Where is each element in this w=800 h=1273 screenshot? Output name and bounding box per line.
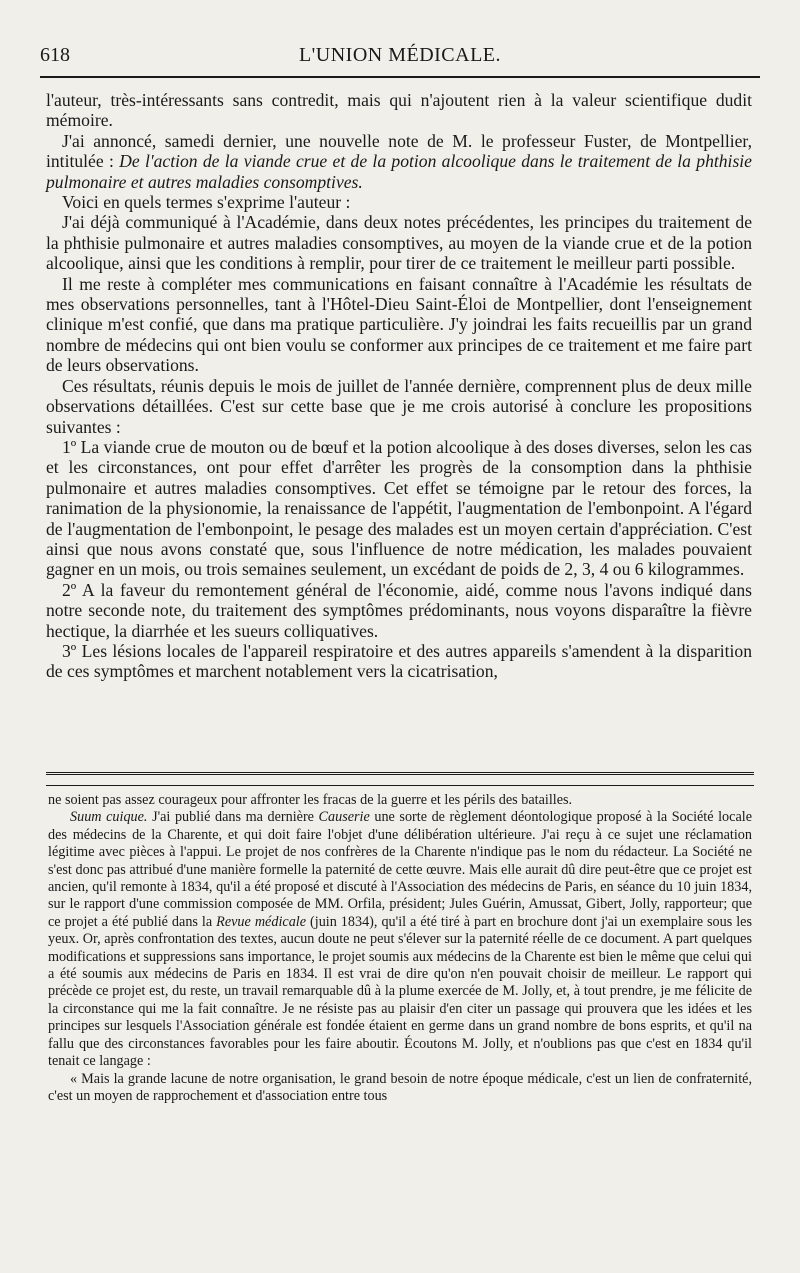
paragraph bbox=[46, 131, 752, 192]
paragraph-text: une sorte de règlement déontologique proposé à la Société locale des médecins de la Charente, et qui doit faire l'objet d'une délibération ultérieure. J'ai reçu à ce sujet une réclamation légitime avec pièces à l'appui. Le projet de nos confrères de la Charente n'indique pas le nom du rédacteur. La Société ne s'est donc pas attribué d'une manière formelle la paternité de cette œuvre. Mais elle aurait dû dire peut-être que ce projet est ancien, qu'il remonte à 1834, qu'il a été proposé et discuté à l'Association des médecins de Paris, en séance du 10 juin 1834, sur le rapport d'une commission composée de MM. Orfila, président; Jules Guérin, Amussat, Gibert, Jolly, rapporteur; que ce projet a été publié dans la bbox=[48, 809, 752, 930]
paragraph: Voici en quels termes s'exprime l'auteur : bbox=[62, 192, 351, 213]
paragraph: 1º La viande crue de mouton ou de bœuf et la potion alcoolique à des doses diverses, selon les cas et les circonstances, ont pour effet d'arrêter les progrès de la consomption dans la phthisie pulmonaire et autres maladies consomptives. Cet effet se témoigne par le retour des forces, la ranimation de la physionomie, la renaissance de l'appétit, l'augmentation de l'embonpoint. A l'égard de l'augmentation de l'embonpoint, le pesage des malades est un moyen certain d'appréciation. C'est ainsi que nous avons constaté que, sous l'influence de notre médication, les malades pouvaient gagner en un mois, ou trois semaines seulement, un excédant de poids de 2, 3, 4 ou 6 kilogrammes. bbox=[46, 436, 752, 580]
paragraph: « Mais la grande lacune de notre organisation, le grand besoin de notre époque médicale, c'est un lien de confraternité, c'est un moyen de rapprochement et d'association entre tous bbox=[48, 1070, 752, 1104]
paragraph: 3º Les lésions locales de l'appareil respiratoire et des autres appareils s'amendent à la disparition de ces symptômes et marchent notablement vers la cicatrisation, bbox=[46, 640, 752, 682]
running-title: L'UNION MÉDICALE. bbox=[298, 44, 502, 66]
page-number: 618 bbox=[40, 44, 70, 66]
paragraph: J'ai déjà communiqué à l'Académie, dans deux notes précédentes, les principes du traitement de la phthisie pulmonaire et autres maladies consomptives, au moyen de la viande crue et de la potion alcoolique, ainsi que les conditions à remplir, pour tirer de ce traitement le meilleur parti possible. bbox=[46, 212, 752, 274]
paragraph: Il me reste à compléter mes communications en faisant connaître à l'Académie les résultats de mes observations personnelles, tant à l'Hôtel-Dieu Saint-Éloi de Montpellier, dont l'enseignement clinique m'est confié, que dans ma pratique particulière. J'y joindrai les faits recueillis par un grand nombre de médecins qui ont bien voulu se conformer aux principes de ce traitement et me faire part de leurs observations. bbox=[46, 273, 752, 376]
revue-ref: Revue médicale bbox=[216, 913, 307, 930]
paragraph-text: J'ai publié dans ma dernière bbox=[147, 809, 319, 826]
paragraph: Ces résultats, réunis depuis le mois de juillet de l'année dernière, comprennent plus de deux mille observations détaillées. C'est sur cette base que je me crois autorisé à conclure les propositions suivantes : bbox=[46, 375, 752, 437]
paragraph: l'auteur, très-intéressants sans contredit, mais qui n'ajoutent rien à la valeur scientifique dudit mémoire. bbox=[46, 90, 752, 131]
paragraph: 2º A la faveur du remontement général de l'économie, aidé, comme nous l'avons indiqué dans notre seconde note, du traitement des symptômes prédominants, nous voyons disparaître la fièvre hectique, la diarrhée et les sueurs colliquatives. bbox=[46, 579, 752, 641]
causerie-ref: Causerie bbox=[318, 809, 370, 826]
page-header bbox=[40, 44, 760, 74]
paragraph-text: (juin 1834), qu'il a été tiré à part en brochure dont j'ai un exemplaire sous les yeux. Or, après confrontation des textes, aucun doute ne peut s'élever sur la paternité réelle de ce document. A part quelques modifications et suppressions sans importance, le projet soumis aux médecins de la Charente est bien le même que celui qui a été soumis aux médecins de Paris en 1834. Il est vrai de dire qu'on n'en pouvait choisir de meilleur. Le rapport qui précède ce projet est, du reste, un travail remarquable dû à la plume exercée de M. Jolly, et, à tout prendre, je me félicite de la circonstance qui me la fait connaître. Je ne résiste pas au plaisir d'en citer un passage qui prouvera que les idées et les principes sur lesquels l'Association générale est fondée étaient en germe dans un grand nombre de bons esprits, et qu'il na fallu que des circonstances favorables pour les faire aboutir. Écoutons M. Jolly, et n'oublions pas que c'est en 1834 qu'il tenait ce langage : bbox=[48, 913, 753, 1070]
paragraph: ne soient pas assez courageux pour affronter les fracas de la guerre et les périls des batailles. bbox=[48, 792, 573, 808]
paragraph bbox=[48, 809, 752, 1070]
note-title: De l'action de la viande crue et de la potion alcoolique dans le traitement de la phthisie pulmonaire et autres maladies consomptives. bbox=[46, 151, 752, 192]
footnote-separator bbox=[46, 772, 754, 786]
header-rule bbox=[40, 76, 760, 78]
main-text bbox=[46, 90, 752, 682]
section-label: Suum cuique. bbox=[70, 809, 148, 826]
paragraph-text: J'ai annoncé, samedi dernier, une nouvelle note de M. le professeur Fuster, de Montpellier, intitulée : bbox=[46, 130, 752, 172]
feuilleton-text bbox=[48, 792, 752, 1105]
